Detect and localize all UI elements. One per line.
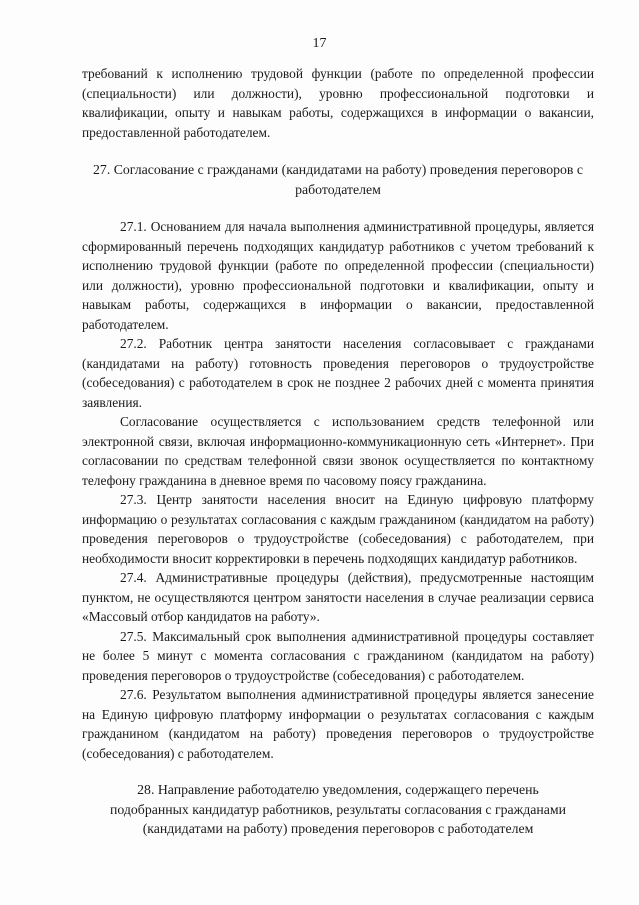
paragraph-27-1: 27.1. Основанием для начала выполнения административной процедуры, является сформированный перечень подходящих кандидатур работников с учетом требований к исполнению трудовой функции (работе по определенной профессии (специальности) или должности), уровню профессиональной подготовки и квалификации, опыту и навыкам работы, содержащихся в информации о вакансии, предоставленной работодателем.: [82, 219, 594, 332]
page-number: 17: [312, 36, 327, 51]
paragraph-27-2-agreement: Согласование осуществляется с использованием средств телефонной или электронной связи, включая информационно-коммуникационную сеть «Интернет». При согласовании по средствам телефонной связи звонок осуществляется по контактному телефону гражданина в дневное время по часовому поясу гражданина.: [82, 414, 594, 488]
paragraph-27-2: 27.2. Работник центра занятости населения согласовывает с гражданами (кандидатами на работу) готовность проведения переговоров о трудоустройстве (собеседования) с работодателем в срок не позднее 2 рабочих дней с момента принятия заявления.: [82, 336, 594, 410]
section-27-heading: 27. Согласование с гражданами (кандидатами на работу) проведения переговоров с работодателем: [93, 162, 583, 197]
paragraph-27-5: 27.5. Максимальный срок выполнения административной процедуры составляет не более 5 минут с момента согласования с гражданином (кандидатом на работу) проведения переговоров о трудоустройстве (собеседования) с работодателем.: [82, 628, 594, 683]
paragraph-27-3: 27.3. Центр занятости населения вносит на Единую цифровую платформу информацию о результатах согласования с каждым гражданином (кандидатом на работу) проведения переговоров о трудоустройстве (собеседования) с работодателем, при необходимости вносит корректировки в перечень подходящих кандидатур работников.: [82, 492, 594, 566]
section-28-heading: 28. Направление работодателю уведомления, содержащего перечень подобранных кандидатур работников, результаты согласования с гражданами (кандидатами на работу) проведения переговоров с работодателем: [110, 782, 566, 836]
document-body: [82, 64, 594, 839]
paragraph-27-4: 27.4. Административные процедуры (действия), предусмотренные настоящим пунктом, не осуществляются центром занятости населения в случае реализации сервиса «Массовый отбор кандидатов на работу».: [82, 570, 594, 624]
paragraph-27-6: 27.6. Результатом выполнения административной процедуры является занесение на Единую цифровую платформу информации о результатах согласования с каждым гражданином (кандидатом на работу) проведения переговоров о трудоустройстве (собеседования) с работодателем.: [82, 687, 594, 761]
intro-paragraph: требований к исполнению трудовой функции (работе по определенной профессии (специальности) или должности), уровню профессиональной подготовки и квалификации, опыту и навыкам работы, содержащихся в информации о вакансии, предоставленной работодателем.: [82, 66, 594, 140]
